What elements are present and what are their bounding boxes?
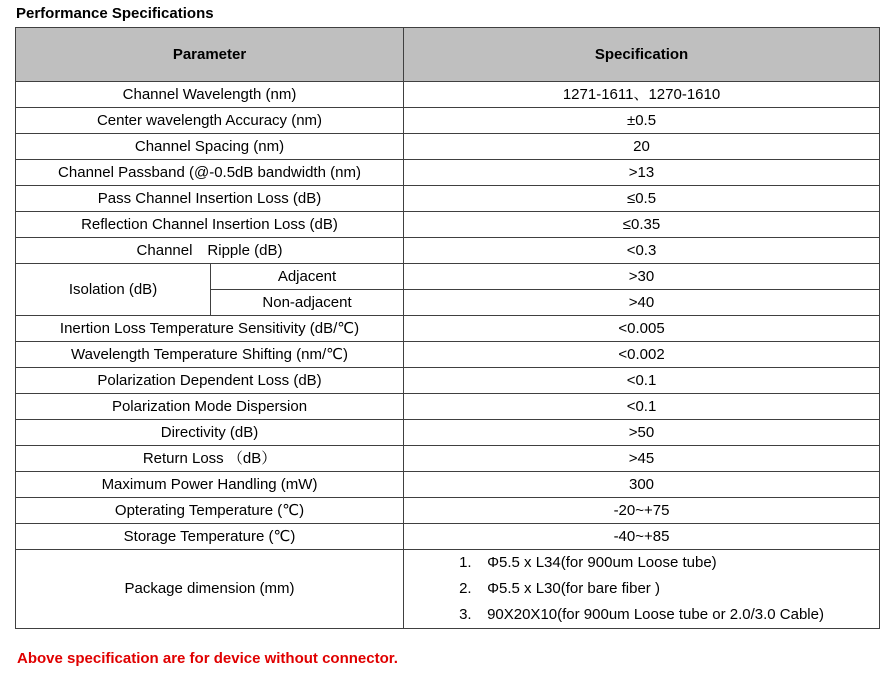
- param-cell: Reflection Channel Insertion Loss (dB): [16, 212, 404, 238]
- table-row: [16, 212, 880, 238]
- spec-cell: <0.002: [404, 342, 880, 368]
- spec-cell: <0.1: [404, 394, 880, 420]
- table-row: [16, 420, 880, 446]
- param-cell: Pass Channel Insertion Loss (dB): [16, 186, 404, 212]
- spec-cell: <0.005: [404, 316, 880, 342]
- param-cell: Wavelength Temperature Shifting (nm/℃): [16, 342, 404, 368]
- spec-cell: -20~+75: [404, 498, 880, 524]
- spec-cell: ≤0.5: [404, 186, 880, 212]
- table-row: [16, 108, 880, 134]
- table-row: [16, 368, 880, 394]
- list-text: 90X20X10(for 900um Loose tube or 2.0/3.0 Cable): [487, 606, 824, 623]
- spec-cell: 20: [404, 134, 880, 160]
- table-row: [16, 472, 880, 498]
- table-row: [16, 238, 880, 264]
- spec-cell: >40: [404, 290, 880, 316]
- param-cell: Channel Ripple (dB): [16, 238, 404, 264]
- param-cell: Channel Wavelength (nm): [16, 82, 404, 108]
- package-spec-cell: [404, 550, 880, 629]
- table-row-isolation-adjacent: [16, 264, 880, 290]
- isolation-sub-param-cell: Non-adjacent: [211, 290, 404, 316]
- spec-table: [15, 27, 880, 629]
- param-cell: Polarization Dependent Loss (dB): [16, 368, 404, 394]
- param-cell: Channel Spacing (nm): [16, 134, 404, 160]
- list-item: [459, 550, 824, 576]
- isolation-label-cell: Isolation (dB): [16, 264, 211, 316]
- param-cell: Channel Passband (@-0.5dB bandwidth (nm): [16, 160, 404, 186]
- spec-cell: >13: [404, 160, 880, 186]
- spec-cell: ≤0.35: [404, 212, 880, 238]
- package-list: [459, 550, 824, 628]
- table-row: [16, 134, 880, 160]
- list-text: Φ5.5 x L30(for bare fiber ): [487, 580, 660, 597]
- table-row: [16, 82, 880, 108]
- table-row: [16, 186, 880, 212]
- param-cell: Maximum Power Handling (mW): [16, 472, 404, 498]
- param-cell: Polarization Mode Dispersion: [16, 394, 404, 420]
- list-text: Φ5.5 x L34(for 900um Loose tube): [487, 554, 717, 571]
- spec-cell: -40~+85: [404, 524, 880, 550]
- page-title: Performance Specifications: [16, 5, 214, 22]
- package-label-cell: Package dimension (mm): [16, 550, 404, 629]
- spec-cell: 1271-1611、1270-1610: [404, 82, 880, 108]
- table-row: [16, 160, 880, 186]
- spec-cell: >50: [404, 420, 880, 446]
- connector-note: Above specification are for device without connector.: [17, 650, 398, 667]
- spec-cell: >45: [404, 446, 880, 472]
- param-cell: Return Loss （dB）: [16, 446, 404, 472]
- param-cell: Storage Temperature (℃): [16, 524, 404, 550]
- isolation-sub-param-cell: Adjacent: [211, 264, 404, 290]
- spec-cell: ±0.5: [404, 108, 880, 134]
- spec-cell: <0.3: [404, 238, 880, 264]
- table-row: [16, 394, 880, 420]
- param-cell: Directivity (dB): [16, 420, 404, 446]
- header-parameter: Parameter: [16, 28, 404, 82]
- list-number: 3.: [459, 606, 472, 623]
- list-number: 1.: [459, 554, 472, 571]
- list-number: 2.: [459, 580, 472, 597]
- table-header-row: [16, 28, 880, 82]
- param-cell: Inertion Loss Temperature Sensitivity (dB/℃): [16, 316, 404, 342]
- table-row-package: [16, 550, 880, 629]
- table-row: [16, 342, 880, 368]
- param-cell: Opterating Temperature (℃): [16, 498, 404, 524]
- list-item: [459, 576, 824, 602]
- spec-cell: >30: [404, 264, 880, 290]
- spec-cell: <0.1: [404, 368, 880, 394]
- table-row: [16, 316, 880, 342]
- table-row: [16, 446, 880, 472]
- spec-cell: 300: [404, 472, 880, 498]
- param-cell: Center wavelength Accuracy (nm): [16, 108, 404, 134]
- table-row: [16, 524, 880, 550]
- header-specification: Specification: [404, 28, 880, 82]
- table-row: [16, 498, 880, 524]
- list-item: [459, 602, 824, 628]
